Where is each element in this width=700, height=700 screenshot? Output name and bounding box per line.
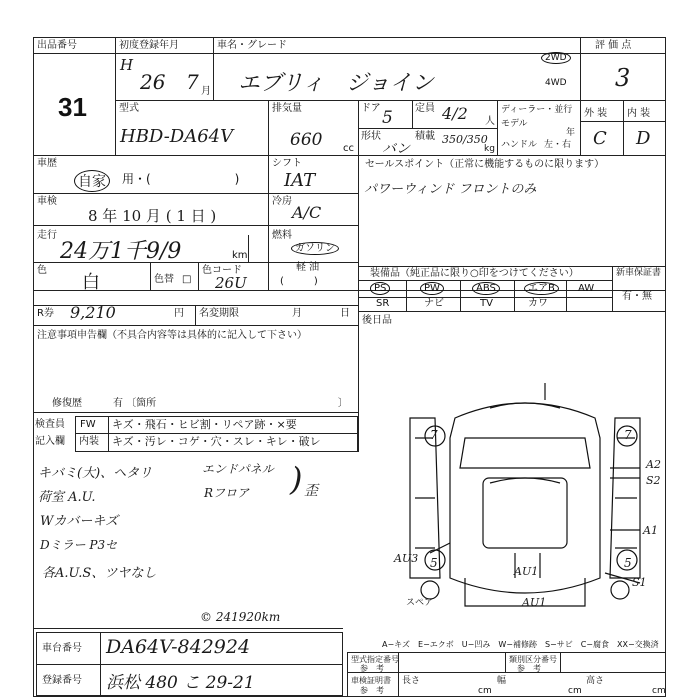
mark-s2: S2 — [646, 474, 661, 487]
km-unit: km — [232, 250, 248, 261]
divider — [36, 664, 343, 665]
history-rest: 用・( ) — [122, 172, 240, 186]
doors-value: 5 — [382, 108, 393, 128]
width-cm: cm — [568, 686, 582, 696]
vin-cert-label: 車検証明書 — [351, 676, 391, 685]
yen-unit: 円 — [174, 308, 184, 319]
height-label: 高さ — [586, 676, 605, 686]
divider — [347, 672, 666, 673]
equip-leather: カワ — [528, 298, 548, 309]
divider — [358, 155, 359, 335]
mark-a2: A2 — [646, 458, 661, 471]
exterior-grade: C — [593, 128, 607, 149]
drive-2wd: 2WD — [541, 52, 571, 64]
color-change-box: □ — [182, 274, 192, 285]
ref-label-1: 参 考 — [360, 664, 384, 673]
fuel-label: 燃料 — [272, 230, 292, 241]
fuel-paren: ( ) — [280, 276, 318, 287]
divider — [100, 632, 101, 696]
divider — [268, 100, 269, 155]
mark-au1-top: AU1 — [514, 565, 539, 578]
inspector-row2-items: キズ・汚レ・コゲ・穴・スレ・キレ・破レ — [112, 435, 321, 448]
handle-value: 左・右 — [544, 140, 572, 150]
new-warranty-label: 新車保証書 — [616, 268, 662, 278]
shaken-label: 車検 — [37, 196, 57, 207]
fuel-circled: ガソリン — [291, 242, 339, 255]
year-unit: 年 — [566, 128, 576, 138]
doors-label: ドア — [361, 103, 381, 114]
inspector-line-4: Dミラー P3セ — [40, 538, 118, 552]
color-code-value: 26U — [215, 274, 247, 292]
shape-label: 形状 — [361, 131, 381, 142]
divider — [497, 100, 498, 155]
car-name: エブリィ ジョイン — [238, 71, 434, 96]
divider — [33, 53, 666, 54]
inspector-row1-items: キズ・飛石・ヒビ割・リペア跡・×要 — [112, 418, 297, 431]
color-change-label: 色替 — [154, 274, 174, 285]
divider — [358, 311, 666, 312]
mark-5-right: 5 — [624, 556, 632, 570]
sales-point-label: セールスポイント（正常に機能するものに限ります） — [365, 159, 605, 170]
mileage-label: 走行 — [37, 230, 57, 241]
color-code-label: 色コード — [202, 265, 242, 276]
equip-aw: AW — [578, 283, 595, 294]
chassis-label: 車台番号 — [42, 643, 82, 654]
drive-4wd: 4WD — [545, 78, 567, 88]
interior-label: 内 装 — [627, 108, 651, 119]
divider — [33, 193, 358, 194]
divider — [406, 280, 407, 311]
shaken-value: 8 年 10 月 ( 1 日 ) — [88, 207, 217, 225]
color-value: 白 — [82, 272, 100, 293]
divider — [213, 37, 214, 100]
divider — [612, 266, 613, 311]
cc-unit: cc — [343, 143, 354, 154]
mark-au1-bottom: AU1 — [522, 596, 547, 609]
divider — [580, 37, 581, 155]
mark-s1: S1 — [632, 576, 647, 589]
month-label: 月 — [292, 308, 302, 319]
equip-tv: TV — [480, 298, 493, 309]
notes-label: 注意事項申告欄（不具合内容等は具体的に記入して下さい） — [37, 330, 307, 341]
equip-abs: ABS — [472, 282, 500, 295]
mark-au3: AU3 — [394, 552, 419, 565]
divider — [195, 305, 196, 325]
history-circled: 自家 — [74, 170, 110, 192]
shape-value: バン — [382, 141, 410, 157]
legend: A−キズ E−エクボ U−凹み W−補修跡 S−サビ C−腐食 XX−交換済 — [382, 640, 659, 649]
equip-sr: SR — [376, 298, 390, 309]
equip-airbag: エアB — [524, 282, 559, 295]
length-cm: cm — [478, 686, 492, 696]
dealer-label: ディーラー・並行 — [501, 105, 573, 115]
inspector-right-bracket: ) — [290, 460, 303, 498]
repair-value: 有 〔箇所 — [113, 398, 157, 409]
odometer-note: © 241920km — [200, 610, 281, 624]
exterior-label: 外 装 — [584, 108, 608, 119]
shift-value: IAT — [284, 170, 316, 191]
divider — [560, 652, 561, 672]
capacity-value: 4/2 — [442, 104, 468, 123]
kg-unit: kg — [484, 144, 495, 154]
capacity-label: 定員 — [415, 103, 435, 114]
divider — [33, 628, 343, 629]
lot-label: 出品番号 — [37, 40, 77, 51]
divider — [115, 100, 666, 101]
divider — [33, 155, 666, 156]
ref-label-3: 参 考 — [360, 686, 384, 695]
person-unit: 人 — [485, 116, 495, 127]
inspector-row1-label: 検査員 — [35, 419, 65, 430]
repair-close: 〕 — [338, 398, 348, 409]
handle-label: ハンドル — [501, 140, 538, 150]
interior-grade: D — [636, 128, 651, 149]
car-diagram — [395, 378, 655, 618]
inspector-row1-cell: FW — [80, 419, 96, 430]
repair-label: 修復歴 — [52, 398, 82, 409]
car-name-label: 車名・グレード — [217, 40, 287, 51]
sales-point-value: パワーウィンド フロントのみ — [364, 182, 537, 197]
reg-era: H — [120, 56, 134, 74]
reg-month-unit: 月 — [201, 86, 211, 97]
inspector-line-1: キバミ(大)、ヘタリ — [38, 466, 153, 481]
height-cm: cm — [652, 686, 666, 696]
inspector-right-1: エンドパネル — [202, 462, 274, 476]
recycle-label: R券 — [37, 308, 54, 319]
equip-navi: ナビ — [424, 298, 444, 309]
displacement-label: 排気量 — [272, 103, 302, 114]
divider — [248, 235, 249, 262]
inspector-right-2: Rフロア — [204, 486, 250, 500]
divider — [198, 262, 199, 290]
reg-year-label: 初度登録年月 — [119, 40, 179, 51]
model-year-label: モデル — [501, 119, 528, 129]
divider — [108, 416, 109, 452]
divider — [412, 100, 413, 128]
shift-label: シフト — [272, 158, 302, 169]
equip-pw: PW — [420, 282, 444, 295]
history-label: 車歴 — [37, 158, 57, 169]
divider — [623, 100, 624, 155]
after-label: 後日品 — [362, 315, 392, 326]
inspector-line-3: Wカバーキズ — [40, 514, 119, 529]
chassis-number: DA64V-842924 — [106, 636, 251, 658]
equip-ps: PS — [370, 282, 390, 295]
rating-value: 3 — [615, 64, 631, 92]
mark-7-left: 7 — [430, 428, 438, 442]
class-label: 類別区分番号 — [509, 655, 557, 664]
divider — [505, 652, 506, 672]
inspector-right-suffix: 歪 — [304, 483, 318, 499]
model-value: HBD-DA64V — [120, 126, 234, 147]
width-label: 幅 — [497, 676, 507, 686]
mark-5-left: 5 — [430, 556, 438, 570]
reg-number: 浜松 480 こ 29-21 — [106, 673, 255, 693]
inspector-row2-cell: 内装 — [79, 436, 99, 447]
divider — [358, 128, 497, 129]
ref-label-2: 参 考 — [517, 664, 541, 673]
reg-year: 26 — [140, 70, 166, 94]
divider — [268, 155, 269, 290]
load-label: 積載 — [415, 131, 435, 142]
load-value: 350/350 — [442, 133, 488, 146]
reg-number-label: 登録番号 — [42, 675, 82, 686]
day-label: 日 — [340, 308, 350, 319]
divider — [33, 290, 666, 291]
divider — [33, 412, 358, 413]
inspector-row2-label: 記入欄 — [35, 436, 65, 447]
type-cert-label: 型式指定番号 — [351, 655, 399, 664]
new-warranty-value: 有・無 — [622, 291, 652, 302]
length-label: 長さ — [402, 676, 421, 686]
divider — [115, 37, 116, 155]
divider — [33, 325, 358, 326]
rating-label: 評 価 点 — [595, 40, 632, 51]
mark-7-right: 7 — [624, 428, 632, 442]
divider — [150, 262, 151, 290]
inspector-line-2: 荷室 A.U. — [38, 490, 96, 505]
divider — [358, 280, 612, 281]
divider — [358, 266, 666, 267]
divider — [75, 433, 358, 434]
name-change-label: 名変期限 — [199, 308, 239, 319]
divider — [358, 312, 359, 452]
recycle-amount: 9,210 — [70, 303, 116, 322]
model-label: 型式 — [119, 103, 139, 114]
inspector-line-5: 各A.U.S、ツヤなし — [42, 566, 157, 581]
color-label: 色 — [37, 265, 47, 276]
divider — [514, 280, 515, 311]
lot-number: 31 — [58, 92, 87, 122]
ac-label: 冷房 — [272, 196, 292, 207]
divider — [580, 121, 666, 122]
fuel-other: 軽 油 — [296, 262, 320, 273]
divider — [460, 280, 461, 311]
divider — [566, 280, 567, 311]
spare-label: スペア — [406, 598, 434, 608]
ac-value: A/C — [292, 203, 322, 222]
mileage-value: 24万1千9/9 — [60, 239, 182, 264]
reg-month: 7 — [186, 70, 199, 94]
displacement-value: 660 — [290, 130, 323, 150]
mark-a1: A1 — [643, 524, 658, 537]
equipment-label: 装備品（純正品に限り○印をつけてください） — [370, 268, 579, 279]
